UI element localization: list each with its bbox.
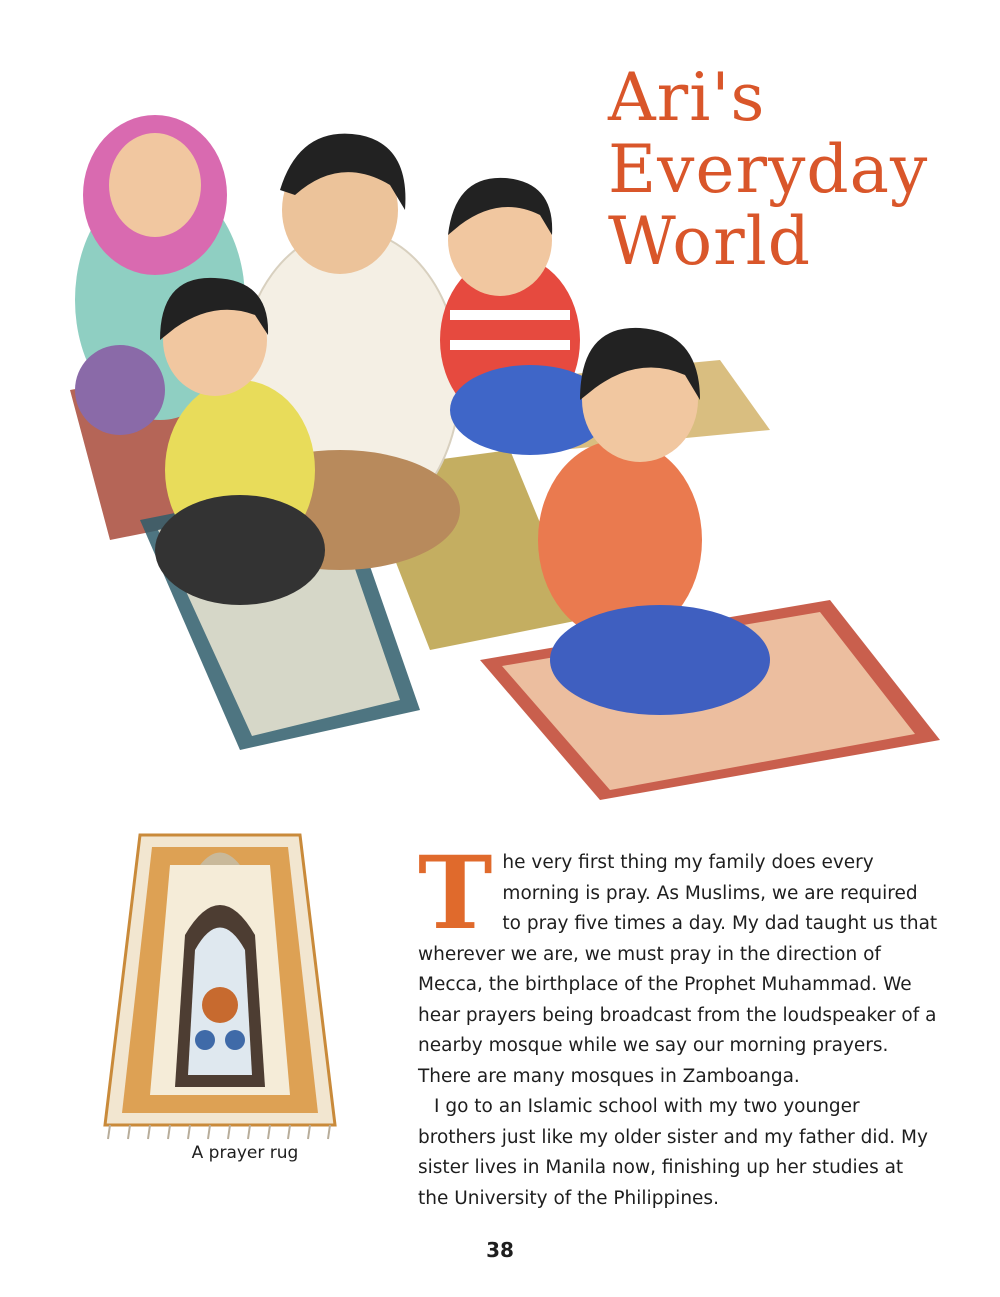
page-number: 38 [486,1238,514,1262]
title-line-2: Everyday [608,131,929,208]
drop-cap: T [418,834,493,952]
body-text [418,834,938,1214]
paragraph-2: I go to an Islamic school with my two younger brothers just like my older sister and my father did. My sister lives in Manila now, finishing up her studies at the University of the Philippines. [418,1096,928,1209]
prayer-rug-illustration [100,825,340,1145]
paragraph-1 [418,834,938,1092]
rug-caption: A prayer rug [191,1143,299,1163]
paragraph-1-text: he very first thing my family does every morning is pray. As Muslims, we are required to pray five times a day. My dad taught us that wherever we are, we must pray in the direction of Mecca, the birthplace of the Prophet Muhammad. We hear prayers being broadcast from the loudspeaker of a nearby mosque while we say our morning prayers. There are many mosques in Zamboanga. [418,852,938,1087]
title-line-1: Ari's [608,59,766,136]
title-line-3: World [608,203,811,280]
family-praying-illustration [40,100,940,820]
